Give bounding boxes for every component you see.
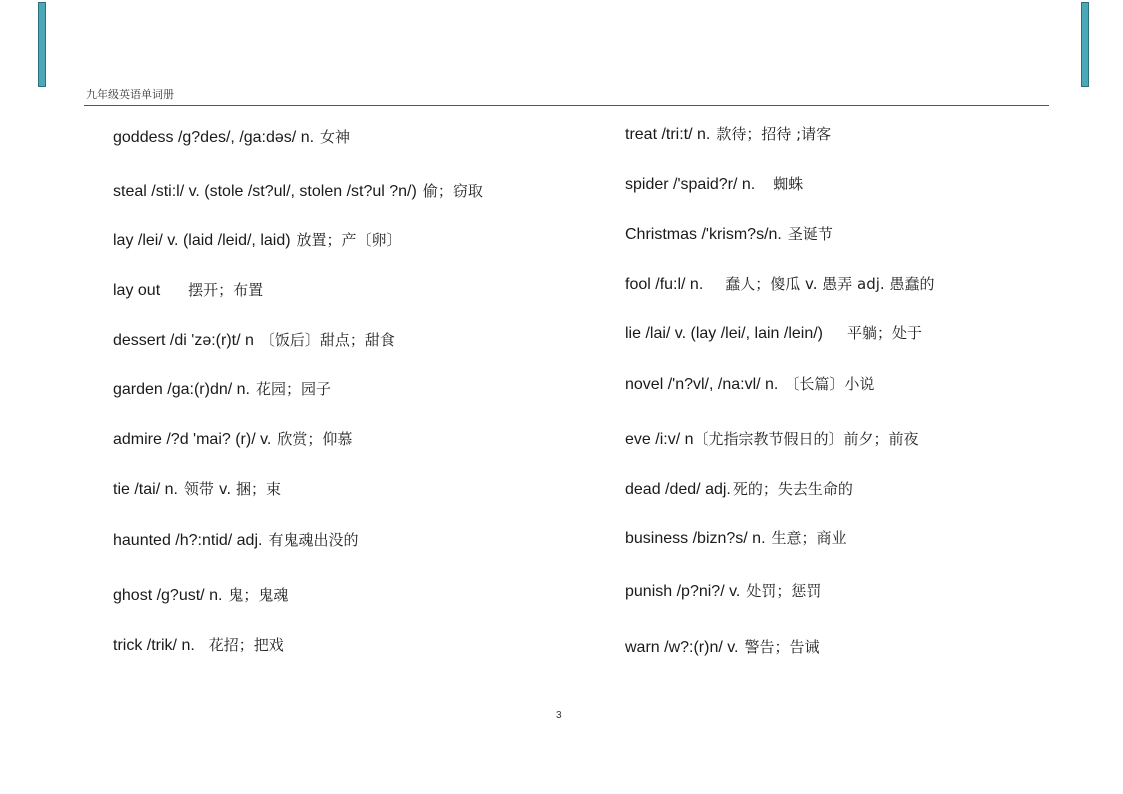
entry-chinese: 偷；窃取 [422,182,483,200]
entry-chinese: 款待；招待 ;请客 [716,125,832,143]
entry-english: dead /ded/ adj. [625,481,731,498]
entry-chinese: 欣赏；仰慕 [277,430,353,448]
header-title: 九年级英语单词册 [86,88,174,101]
vocab-entry-dead [625,479,853,500]
entry-english: goddess /ɡ?des/, /ga:dəs/ n. [113,129,315,146]
entry-english: admire /?d 'mai? (r)/ v. [113,431,272,448]
header-divider [84,105,1049,106]
entry-chinese: 〔尤指宗教节假日的〕前夕；前夜 [693,430,919,448]
vocab-entry-dessert [113,330,395,351]
vocab-entry-lay [113,230,402,251]
vocab-entry-eve [625,429,919,450]
left-accent-bar [38,2,46,87]
entry-english: trick /trik/ n. [113,637,195,654]
vocab-entry-garden [113,379,331,400]
vocab-entry-spider [625,174,803,195]
entry-english: lie /lai/ v. (lay /lei/, lain /lein/) [625,325,823,342]
entry-chinese: 〔饭后〕甜点；甜食 [259,331,395,349]
entry-english: lay /lei/ v. (laid /leid/, laid) [113,232,291,249]
entry-chinese: 女神 [320,128,351,146]
entry-chinese: 警告；告诫 [744,638,820,656]
entry-english: Christmas /'krism?s/n. [625,226,782,243]
vocab-entry-business [625,528,847,549]
entry-chinese: 蜘蛛 [773,175,804,193]
entry-english: lay out [113,282,161,299]
vocab-entry-christmas [625,224,833,245]
entry-chinese: 鬼；鬼魂 [228,586,289,604]
entry-english: haunted /h?:ntid/ adj. [113,532,263,549]
entry-chinese: 领带 v. 捆；束 [183,480,281,498]
vocab-entry-fool [625,274,934,295]
entry-english: fool /fu:l/ n. [625,276,704,293]
entry-chinese: 摆开；布置 [188,281,264,299]
entry-chinese: 花招；把戏 [208,636,284,654]
vocab-entry-tie [113,479,281,500]
vocab-entry-trick [113,635,284,656]
vocab-entry-ghost [113,585,288,606]
entry-chinese: 蠢人；傻瓜 v. 愚弄 adj. 愚蠢的 [725,275,935,293]
entry-english: warn /w?:(r)n/ v. [625,639,739,656]
vocab-entry-lie [625,323,922,344]
entry-english: spider /'spaid?r/ n. [625,176,756,193]
entry-chinese: 生意；商业 [771,529,847,547]
vocab-entry-lay-out [113,280,263,301]
entry-english: dessert /di 'zə:(r)t/ n [113,332,254,349]
entry-english: punish /p?ni?/ v. [625,583,741,600]
entry-chinese: 平躺；处于 [847,324,923,342]
vocab-entry-punish [625,581,821,602]
right-accent-bar [1081,2,1089,87]
entry-english: eve /i:v/ n [625,431,694,448]
entry-chinese: 放置；产〔卵〕 [296,231,402,249]
vocab-entry-goddess [113,127,350,148]
entry-english: treat /tri:t/ n. [625,126,711,143]
entry-chinese: 有鬼魂出没的 [268,531,359,549]
entry-english: garden /ga:(r)dn/ n. [113,381,250,398]
entry-english: novel /'n?vl/, /na:vl/ n. [625,376,779,393]
entry-chinese: 花园；园子 [255,380,331,398]
entry-chinese: 圣诞节 [787,225,833,243]
vocab-entry-steal [113,181,483,202]
vocab-entry-admire [113,429,352,450]
entry-english: tie /tai/ n. [113,481,178,498]
entry-english: business /bizn?s/ n. [625,530,766,547]
page-number: 3 [556,710,562,721]
vocab-entry-haunted [113,530,358,551]
entry-english: ghost /g?ust/ n. [113,587,223,604]
entry-chinese: 处罚；惩罚 [746,582,822,600]
entry-chinese: 〔长篇〕小说 [784,375,875,393]
vocab-entry-warn [625,637,820,658]
entry-english: steal /sti:l/ v. (stole /st?ul/, stolen /st?ul ?n/) [113,183,417,200]
entry-chinese: 死的；失去生命的 [732,480,853,498]
vocab-entry-treat [625,124,831,145]
vocab-entry-novel [625,374,874,395]
